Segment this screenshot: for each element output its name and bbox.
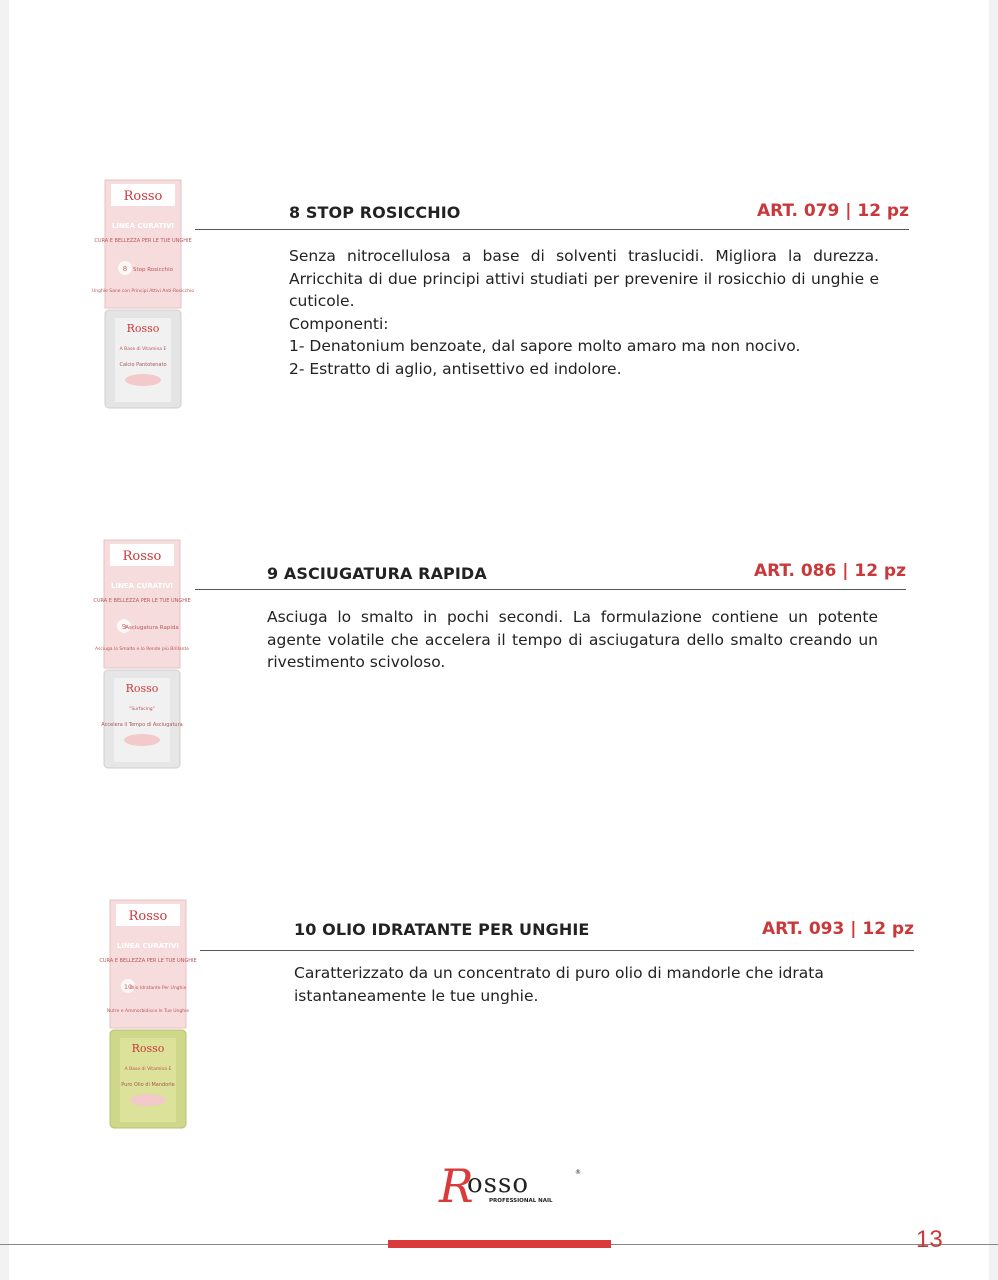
footer-accent-bar <box>388 1240 611 1248</box>
logo-letter: R <box>439 1159 474 1213</box>
bottle-claim: Asciuga lo Smalto e lo Rende più Brillante <box>94 647 190 652</box>
bottle-brand: Rosso <box>122 549 162 564</box>
divider-line <box>195 229 909 230</box>
product-title: 9 ASCIUGATURA RAPIDA <box>267 564 487 583</box>
rosso-logo <box>439 1159 581 1213</box>
bottle-number: 9 <box>121 623 127 631</box>
description-line: 2- Estratto di aglio, antisettivo ed indolore. <box>289 359 622 378</box>
logo-text: osso <box>467 1169 529 1199</box>
bottle-claim: Nutre e Ammorbidisce le Tue Unghie <box>106 1009 190 1014</box>
catalog-page <box>9 0 989 1280</box>
bottle-cap-text: Puro Olio di Mandorle <box>121 1082 175 1088</box>
bottle-tagline: CURA E BELLEZZA PER LE TUE UNGHIE <box>94 238 192 244</box>
divider-line <box>195 589 906 590</box>
product-description <box>289 245 879 380</box>
page-number: 13 <box>916 1226 943 1253</box>
bottle-cap-text: Accelera il Tempo di Asciugatura <box>101 722 183 728</box>
product-title: 8 STOP ROSICCHIO <box>289 203 461 222</box>
bottle-vitamin: "Surfacing" <box>129 707 155 712</box>
product-article-code: ART. 086 | 12 pz <box>753 561 906 581</box>
bottle-claim: Unghie Sane con Principi Attivi Anti-Rosicchio <box>91 289 195 294</box>
product-description <box>294 962 894 1007</box>
svg-text:®: ® <box>575 1169 581 1176</box>
bottle-vitamin: A Base di Vitamina E <box>119 347 167 352</box>
product-description <box>267 606 878 674</box>
bottle-name: Asciugatura Rapida <box>125 625 179 631</box>
bottle-image-olio-idratante <box>99 900 197 1130</box>
bottle-line: LINEA CURATIVI <box>111 222 175 230</box>
bottle-tagline: CURA E BELLEZZA PER LE TUE UNGHIE <box>99 958 197 964</box>
svg-text:Rosso: Rosso <box>125 682 159 695</box>
bottle-line: LINEA CURATIVI <box>110 582 174 590</box>
description-line: Componenti: <box>289 314 389 333</box>
bottle-brand: Rosso <box>123 189 163 204</box>
bottle-number: 10 <box>123 983 133 991</box>
bottle-name: Olio Idratante Per Unghie <box>129 986 187 991</box>
divider-line <box>200 950 914 951</box>
bottle-tagline: CURA E BELLEZZA PER LE TUE UNGHIE <box>93 598 191 604</box>
bottle-name: Stop Rosicchio <box>132 267 174 273</box>
bottle-image-stop-rosicchio <box>91 180 195 410</box>
svg-text:Rosso: Rosso <box>131 1042 165 1055</box>
logo-sub: PROFESSIONAL NAIL <box>489 1198 553 1204</box>
bottle-line: LINEA CURATIVI <box>116 942 180 950</box>
bottle-brand: Rosso <box>128 909 168 924</box>
bottle-vitamin: A Base di Vitamina E <box>124 1067 172 1072</box>
bottle-number: 8 <box>122 265 128 273</box>
description-paragraph: Senza nitrocellulosa a base di solventi traslucidi. Migliora la durezza. Arricchita di due principi attivi studiati per prevenire il rosicchio di unghie e cuticole. <box>289 247 879 310</box>
bottle-image-asciugatura-rapida <box>93 540 191 770</box>
description-paragraph: Asciuga lo smalto in pochi secondi. La formulazione contiene un potente agente volatile che accelera il tempo di asciugatura dello smalto creando un rivestimento scivoloso. <box>267 608 878 671</box>
product-article-code: ART. 093 | 12 pz <box>761 919 914 939</box>
bottle-cap-text: Calcio Pantotenato <box>119 362 167 368</box>
product-article-code: ART. 079 | 12 pz <box>756 201 909 221</box>
description-paragraph: Caratterizzato da un concentrato di puro olio di mandorle che idrata istantaneamente le tue unghie. <box>294 964 824 1005</box>
description-line: 1- Denatonium benzoate, dal sapore molto amaro ma non nocivo. <box>289 337 801 355</box>
product-title: 10 OLIO IDRATANTE PER UNGHIE <box>294 920 590 939</box>
svg-text:Rosso: Rosso <box>126 322 160 335</box>
